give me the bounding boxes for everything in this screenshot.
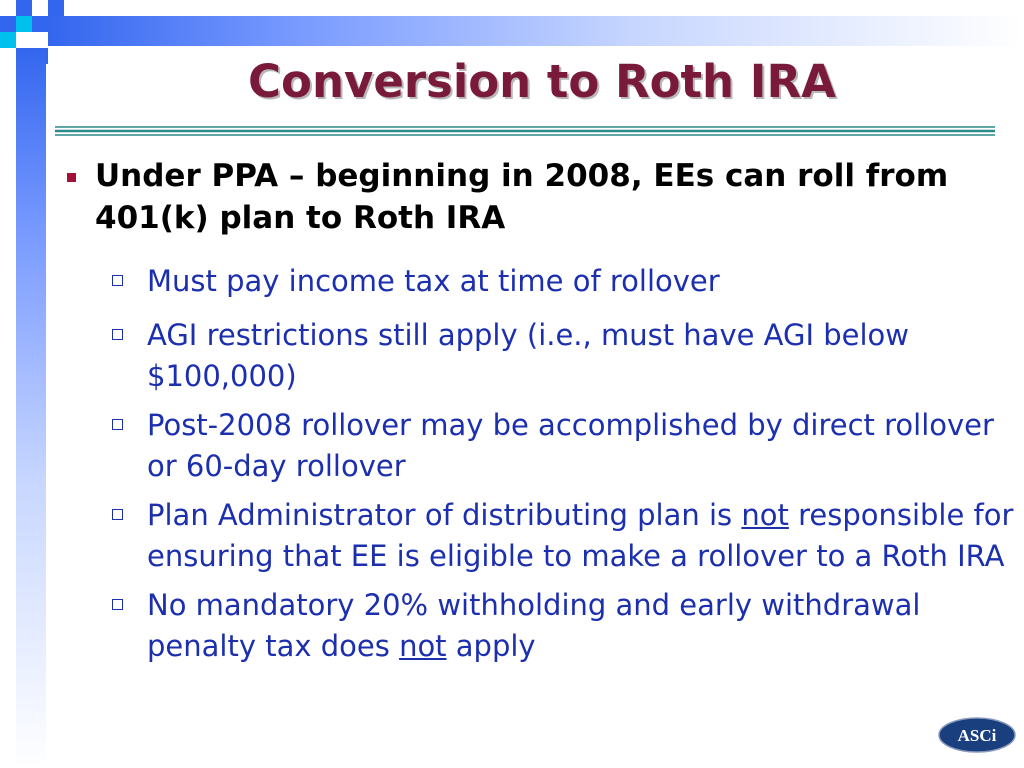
hollow-square-bullet-icon bbox=[112, 419, 123, 430]
sub-bullet-item bbox=[60, 315, 1015, 397]
slide-body bbox=[60, 155, 1015, 675]
hollow-square-bullet-icon bbox=[112, 329, 123, 340]
sub-bullet-item bbox=[60, 405, 1015, 487]
main-bullet-text: Under PPA – beginning in 2008, EEs can roll from 401(k) plan to Roth IRA bbox=[95, 158, 949, 236]
sub-bullet-item bbox=[60, 495, 1015, 577]
sub-bullet-list bbox=[60, 261, 1015, 667]
underlined-emphasis: not bbox=[399, 629, 447, 663]
sub-bullet-text: Must pay income tax at time of rollover bbox=[147, 264, 720, 298]
side-gradient-band bbox=[16, 48, 46, 768]
hollow-square-bullet-icon bbox=[112, 599, 123, 610]
hollow-square-bullet-icon bbox=[112, 509, 123, 520]
sub-bullet-text-start: Plan Administrator of distributing plan is bbox=[147, 498, 742, 532]
hollow-square-bullet-icon bbox=[112, 275, 123, 286]
title-divider bbox=[55, 122, 995, 134]
square-bullet-icon bbox=[67, 173, 76, 182]
sub-bullet-text: AGI restrictions still apply (i.e., must have AGI below $100,000) bbox=[147, 318, 910, 393]
underlined-emphasis: not bbox=[741, 498, 789, 532]
sub-bullet-item bbox=[60, 585, 1015, 667]
sub-bullet-text-end: responsible for ensuring that EE is eligible to make a rollover to a Roth IRA bbox=[147, 498, 1014, 573]
logo-text: ASCi bbox=[957, 726, 997, 745]
sub-bullet-text-start: No mandatory 20% withholding and early withdrawal penalty tax does bbox=[147, 588, 921, 663]
sub-bullet-text-end: apply bbox=[446, 629, 536, 663]
main-bullet bbox=[60, 155, 1015, 239]
slide-title: Conversion to Roth IRA bbox=[248, 55, 836, 108]
top-gradient-band bbox=[48, 16, 1024, 46]
asci-logo bbox=[938, 716, 1016, 754]
sub-bullet-text: Post-2008 rollover may be accomplished by direct rollover or 60-day rollover bbox=[147, 408, 994, 483]
sub-bullet-item bbox=[60, 261, 1015, 302]
